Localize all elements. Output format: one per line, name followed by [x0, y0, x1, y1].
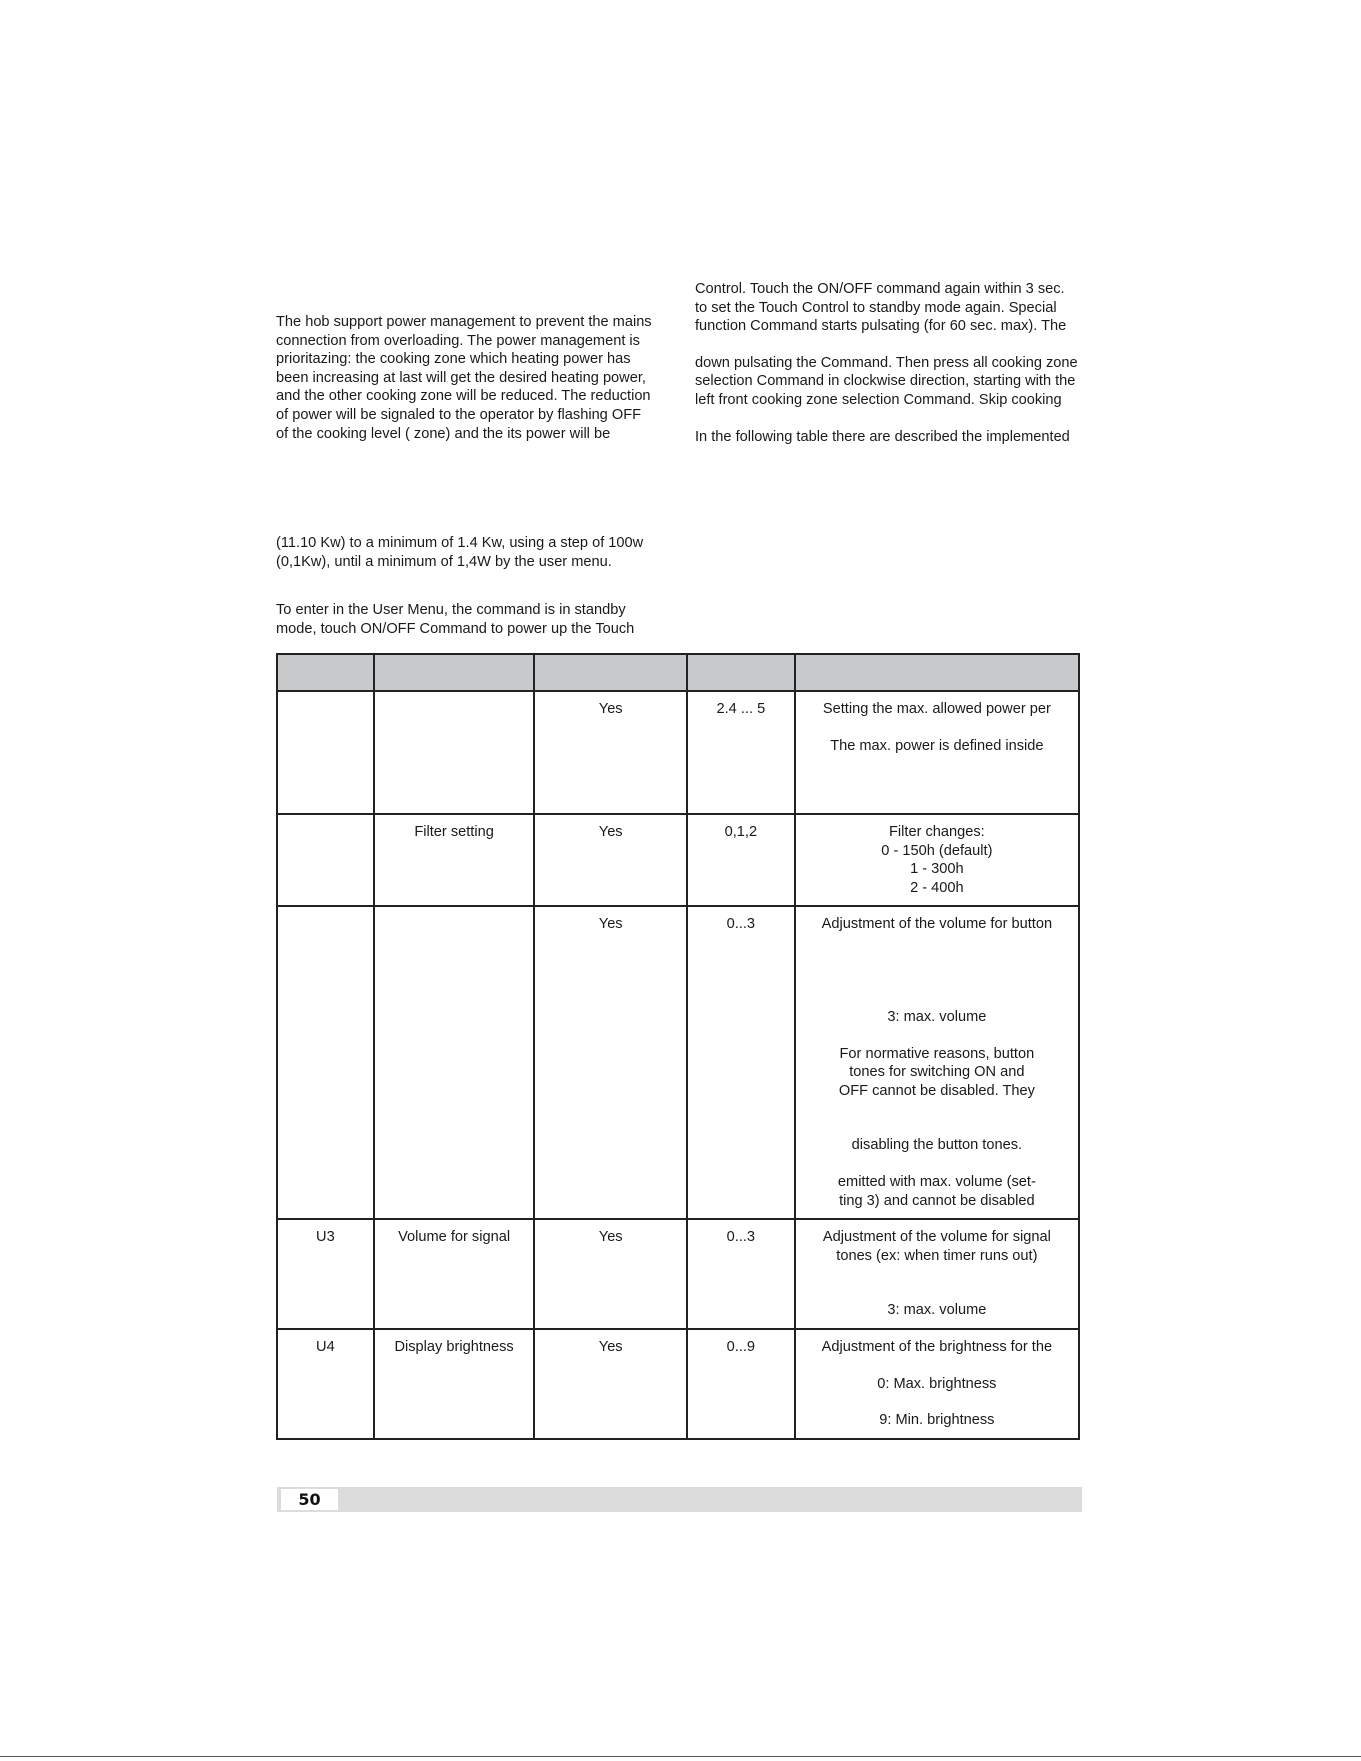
cell-range: 0...3 [687, 1219, 795, 1329]
description-line: Adjustment of the volume for signal [822, 1229, 1051, 1246]
text-line: of the cooking level ( zone) and the its power will be [276, 425, 611, 442]
text-line: to set the Touch Control to standby mode again. Special [695, 299, 1057, 316]
table-row-signal-volume [277, 1219, 1079, 1329]
description-line: For normative reasons, button [839, 1045, 1035, 1062]
text-line: (11.10 Kw) to a minimum of 1.4 Kw, using a step of 100w [276, 535, 644, 552]
cell-code [277, 691, 374, 814]
cell-description [795, 1329, 1079, 1439]
description-line: ting 3) and cannot be disabled [839, 1192, 1035, 1209]
description-line: 0: Max. brightness [877, 1375, 997, 1392]
text-line: function Command starts pulsating (for 60 sec. max). The [695, 318, 1067, 335]
cell-range: 0...3 [687, 906, 795, 1219]
description-line: 0 - 150h (default) [881, 842, 993, 859]
text-line: prioritazing: the cooking zone which heating power has [276, 351, 631, 368]
header-cell [687, 654, 795, 691]
text-line: (0,1Kw), until a minimum of 1,4W by the user menu. [276, 553, 612, 570]
cell-function [374, 906, 535, 1219]
right-text-column [695, 280, 1081, 446]
description-line: tones for switching ON and [849, 1064, 1025, 1081]
description-line: tones (ex: when timer runs out) [836, 1247, 1038, 1264]
cell-adjustable: Yes [534, 906, 687, 1219]
text-line: The hob support power management to prevent the mains [276, 314, 652, 330]
text-line: been increasing at last will get the desired heating power, [276, 369, 646, 386]
bottom-rule [0, 1756, 1361, 1757]
paragraph-touch-control [695, 280, 1081, 336]
paragraph-table-intro [695, 428, 1081, 447]
text-line: left front cooking zone selection Command. Skip cooking [695, 391, 1062, 408]
cell-adjustable: Yes [534, 1329, 687, 1439]
description-line: Setting the max. allowed power per [822, 701, 1051, 717]
cell-range: 0...9 [687, 1329, 795, 1439]
user-menu-table-wrapper [276, 653, 1080, 1440]
cell-adjustable: Yes [534, 691, 687, 814]
text-line: Control. Touch the ON/OFF command again within 3 sec. [695, 281, 1065, 297]
text-line: and the other cooking zone will be reduced. The reduction [276, 388, 651, 405]
table-row-button-volume [277, 906, 1079, 1219]
description-line: 2 - 400h [910, 879, 964, 896]
description-line: 3: max. volume [887, 1008, 987, 1025]
page-number: 50 [281, 1489, 338, 1510]
header-cell [374, 654, 535, 691]
cell-range: 0,1,2 [687, 814, 795, 906]
text-line: of power will be signaled to the operator by flashing OFF [276, 406, 642, 423]
description-line: emitted with max. volume (set- [837, 1173, 1036, 1190]
table-row-filter [277, 814, 1079, 906]
cell-description [795, 906, 1079, 1219]
table-row-brightness [277, 1329, 1079, 1439]
text-line: down pulsating the Command. Then press all cooking zone [695, 354, 1078, 371]
cell-code [277, 814, 374, 906]
table-row-max-power [277, 691, 1079, 814]
cell-adjustable: Yes [534, 814, 687, 906]
cell-adjustable: Yes [534, 1219, 687, 1329]
cell-function: Display brightness [374, 1329, 535, 1439]
cell-code [277, 906, 374, 1219]
cell-code: U3 [277, 1219, 374, 1329]
cell-description [795, 814, 1079, 906]
header-cell [277, 654, 374, 691]
cell-range: 2.4 ... 5 [687, 691, 795, 814]
description-line: 1 - 300h [910, 861, 964, 878]
footer-bar [277, 1487, 1082, 1512]
text-line: mode, touch ON/OFF Command to power up the Touch [276, 620, 635, 637]
cell-code: U4 [277, 1329, 374, 1439]
description-line: The max. power is defined inside [830, 737, 1044, 754]
header-cell [534, 654, 687, 691]
user-menu-table [276, 653, 1080, 1440]
text-line: connection from overloading. The power management is [276, 332, 640, 349]
table-header-row [277, 654, 1079, 691]
cell-function [374, 691, 535, 814]
paragraph-user-menu [276, 601, 663, 638]
description-line: disabling the button tones. [851, 1137, 1023, 1154]
header-cell [795, 654, 1079, 691]
text-line: selection Command in clockwise direction, starting with the [695, 373, 1076, 390]
text-line: In the following table there are described the implemented [695, 428, 1070, 445]
description-line: Filter changes: [889, 824, 985, 840]
cell-description [795, 691, 1079, 814]
description-line: 9: Min. brightness [879, 1412, 995, 1429]
left-text-column [276, 313, 663, 639]
description-line: Adjustment of the brightness for the [821, 1338, 1053, 1355]
cell-function: Volume for signal [374, 1219, 535, 1329]
text-line: To enter in the User Menu, the command is in standby [276, 602, 626, 619]
description-line: OFF cannot be disabled. They [838, 1082, 1035, 1099]
cell-description [795, 1219, 1079, 1329]
paragraph-zone-selection [695, 354, 1081, 410]
description-line: 3: max. volume [887, 1302, 987, 1319]
description-line: Adjustment of the volume for button [821, 916, 1053, 933]
paragraph-power-range [276, 534, 663, 571]
paragraph-power-management [276, 313, 663, 443]
cell-function: Filter setting [374, 814, 535, 906]
